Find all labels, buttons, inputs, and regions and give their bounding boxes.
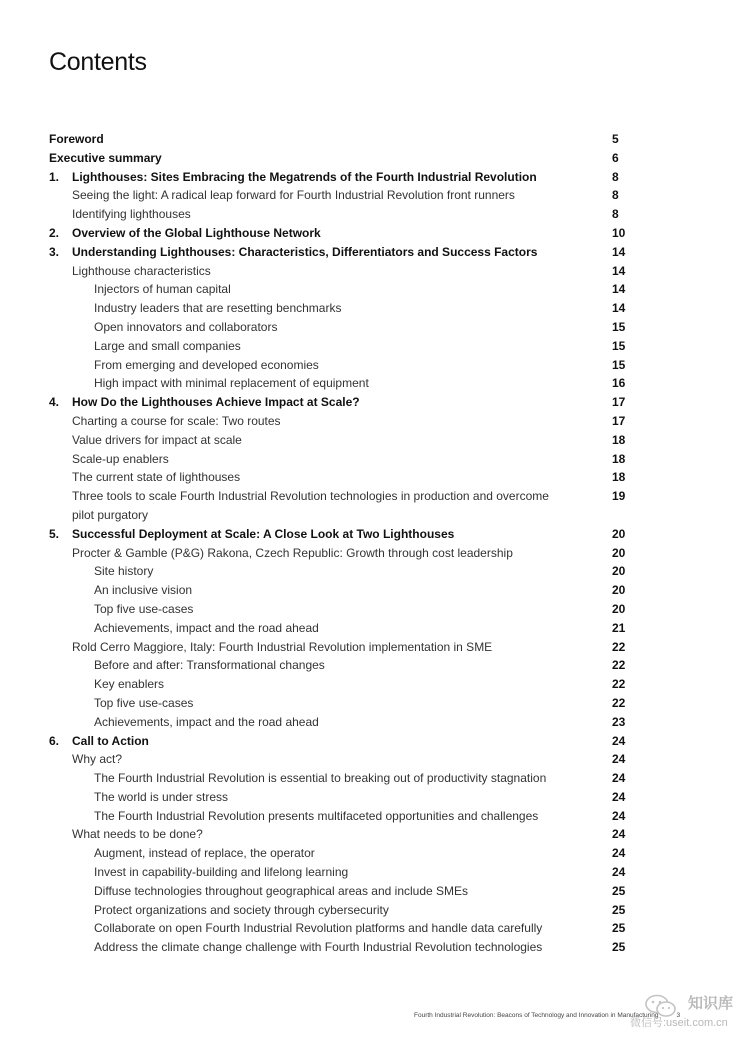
toc-entry[interactable] xyxy=(49,919,634,938)
toc-entry[interactable] xyxy=(49,431,634,450)
toc-entry-title: The Fourth Industrial Revolution is essential to breaking out of productivity stagnation xyxy=(94,771,547,786)
toc-entry-title: The world is under stress xyxy=(94,789,229,804)
toc-entry-title: Value drivers for impact at scale xyxy=(72,432,242,447)
toc-entry-title: Large and small companies xyxy=(94,338,241,353)
toc-entry-page: 20 xyxy=(612,601,626,616)
toc-entry-title: Scale-up enablers xyxy=(72,451,169,466)
toc-entry-title: Site history xyxy=(94,564,154,579)
toc-entry[interactable] xyxy=(49,863,634,882)
toc-entry-title: Rold Cerro Maggiore, Italy: Fourth Industrial Revolution implementation in SME xyxy=(72,639,493,654)
toc-entry-title: Collaborate on open Fourth Industrial Revolution platforms and handle data carefully xyxy=(94,921,543,936)
toc-entry-page: 24 xyxy=(612,846,626,861)
footer-page-number: 3 xyxy=(676,1012,681,1019)
toc-entry-page: 8 xyxy=(612,188,619,203)
toc-entry[interactable] xyxy=(49,450,634,469)
toc-entry-title: Overview of the Global Lighthouse Network xyxy=(72,225,321,240)
toc-entry[interactable] xyxy=(49,168,634,187)
toc-entry-title: Augment, instead of replace, the operator xyxy=(94,846,315,861)
toc-entry-page: 23 xyxy=(612,714,626,729)
toc-entry[interactable] xyxy=(49,656,634,675)
toc-entry-title: Open innovators and collaborators xyxy=(94,319,278,334)
toc-entry-number: 6. xyxy=(49,733,60,748)
toc-entry-title: Top five use-cases xyxy=(94,601,194,616)
toc-entry-number: 1. xyxy=(49,169,60,184)
watermark-title: 知识库 xyxy=(688,995,734,1012)
toc-entry-title: Executive summary xyxy=(49,150,162,165)
toc-entry[interactable] xyxy=(49,901,634,920)
toc-entry-page: 15 xyxy=(612,319,626,334)
toc-entry-page: 20 xyxy=(612,564,626,579)
toc-entry[interactable] xyxy=(49,130,634,149)
toc-entry[interactable] xyxy=(49,337,634,356)
toc-entry[interactable] xyxy=(49,769,634,788)
toc-entry-title: An inclusive vision xyxy=(94,583,193,598)
toc-entry[interactable] xyxy=(49,825,634,844)
toc-entry-title: High impact with minimal replacement of equipment xyxy=(94,376,369,391)
toc-entry-page: 18 xyxy=(612,451,626,466)
toc-entry-page: 17 xyxy=(612,413,626,428)
toc-entry[interactable] xyxy=(49,186,634,205)
toc-entry-page: 25 xyxy=(612,921,626,936)
toc-entry-title: Injectors of human capital xyxy=(94,282,231,297)
toc-entry-title: Call to Action xyxy=(72,733,149,748)
toc-entry-title: From emerging and developed economies xyxy=(94,357,319,372)
toc-entry-page: 10 xyxy=(612,225,626,240)
toc-entry-page: 25 xyxy=(612,940,626,955)
toc-entry-title: Three tools to scale Fourth Industrial Revolution technologies in production and overcome pilot purgatory xyxy=(72,489,549,522)
toc-entry-title: Diffuse technologies throughout geographical areas and include SMEs xyxy=(94,883,469,898)
toc-entry[interactable] xyxy=(49,412,634,431)
toc-entry-page: 8 xyxy=(612,169,619,184)
toc-entry-page: 24 xyxy=(612,789,626,804)
toc-entry-number: 5. xyxy=(49,526,60,541)
toc-entry[interactable] xyxy=(49,581,634,600)
toc-entry-title: Successful Deployment at Scale: A Close Look at Two Lighthouses xyxy=(72,526,455,541)
toc-entry[interactable] xyxy=(49,675,634,694)
toc-entry-title: Seeing the light: A radical leap forward for Fourth Industrial Revolution front runners xyxy=(72,188,515,203)
toc-entry-page: 18 xyxy=(612,470,626,485)
toc-entry[interactable] xyxy=(49,525,634,544)
toc-entry[interactable] xyxy=(49,544,634,563)
toc-entry-title: Protect organizations and society through cybersecurity xyxy=(94,902,389,917)
watermark xyxy=(630,992,740,1032)
toc-entry[interactable] xyxy=(49,243,634,262)
toc-entry-page: 5 xyxy=(612,132,619,146)
toc-entry[interactable] xyxy=(49,600,634,619)
toc-entry-title: Key enablers xyxy=(94,677,165,692)
toc-entry[interactable] xyxy=(49,638,634,657)
toc-entry-page: 20 xyxy=(612,526,626,541)
toc-entry-page: 24 xyxy=(612,771,626,786)
toc-entry[interactable] xyxy=(49,562,634,581)
toc-entry[interactable] xyxy=(49,732,634,751)
toc-entry-title: Foreword xyxy=(49,132,104,146)
toc-entry[interactable] xyxy=(49,788,634,807)
watermark-subtitle: 微信号:useit.com.cn xyxy=(630,1017,728,1029)
toc-entry[interactable] xyxy=(49,299,634,318)
toc-entry-title: The current state of lighthouses xyxy=(72,470,241,485)
toc-entry-number: 2. xyxy=(49,225,60,240)
toc-entry[interactable] xyxy=(49,750,634,769)
toc-entry-title: Achievements, impact and the road ahead xyxy=(94,620,319,635)
toc-entry[interactable] xyxy=(49,149,634,168)
toc-entry[interactable] xyxy=(49,844,634,863)
toc-entry[interactable] xyxy=(49,694,634,713)
toc-entry[interactable] xyxy=(49,393,634,412)
toc-entry[interactable] xyxy=(49,487,634,525)
toc-entry-page: 19 xyxy=(612,489,626,504)
toc-entry-page: 20 xyxy=(612,545,626,560)
toc-entry-page: 18 xyxy=(612,432,626,447)
toc-entry-page: 17 xyxy=(612,395,626,410)
toc-entry-page: 24 xyxy=(612,808,626,823)
toc-entry[interactable] xyxy=(49,374,634,393)
toc-entry[interactable] xyxy=(49,262,634,281)
toc-entry-page: 22 xyxy=(612,639,626,654)
toc-entry-title: Top five use-cases xyxy=(94,695,194,710)
toc-entry-page: 24 xyxy=(612,827,626,842)
toc-entry-title: Industry leaders that are resetting benchmarks xyxy=(94,301,342,316)
toc-entry-page: 22 xyxy=(612,658,626,673)
toc-entry-page: 8 xyxy=(612,207,619,222)
footer-text: Fourth Industrial Revolution: Beacons of Technology and Innovation in Manufacturing xyxy=(414,1012,659,1019)
toc-entry[interactable] xyxy=(49,280,634,299)
toc-entry[interactable] xyxy=(49,468,634,487)
toc-entry-page: 14 xyxy=(612,301,626,316)
toc-entry-title: Invest in capability-building and lifelong learning xyxy=(94,865,349,880)
toc-entry[interactable] xyxy=(49,356,634,375)
toc-entry-title: The Fourth Industrial Revolution presents multifaceted opportunities and challenges xyxy=(94,808,539,823)
toc-entry-page: 16 xyxy=(612,376,626,391)
toc-entry[interactable] xyxy=(49,882,634,901)
toc-entry-title: Address the climate change challenge with Fourth Industrial Revolution technologies xyxy=(94,940,543,955)
toc-entry-title: Procter & Gamble (P&G) Rakona, Czech Republic: Growth through cost leadership xyxy=(72,545,513,560)
toc-entry-page: 6 xyxy=(612,150,619,165)
toc-entry-page: 22 xyxy=(612,695,626,710)
toc-entry-title: Charting a course for scale: Two routes xyxy=(72,413,281,428)
toc-entry-title: Achievements, impact and the road ahead xyxy=(94,714,319,729)
toc-entry[interactable] xyxy=(49,713,634,732)
toc-entry[interactable] xyxy=(49,938,634,957)
toc-entry-title: Before and after: Transformational changes xyxy=(94,658,325,673)
toc-entry-page: 24 xyxy=(612,733,626,748)
toc-entry-page: 24 xyxy=(612,865,626,880)
toc-entry-number: 3. xyxy=(49,244,60,259)
table-of-contents xyxy=(49,130,634,957)
toc-entry-page: 24 xyxy=(612,752,626,767)
page-title: Contents xyxy=(49,48,147,76)
toc-entry-title: Understanding Lighthouses: Characteristics, Differentiators and Success Factors xyxy=(72,244,538,259)
toc-entry-number: 4. xyxy=(49,395,60,410)
toc-entry-title: Lighthouses: Sites Embracing the Megatrends of the Fourth Industrial Revolution xyxy=(72,169,537,184)
toc-entry[interactable] xyxy=(49,619,634,638)
toc-entry[interactable] xyxy=(49,807,634,826)
toc-entry[interactable] xyxy=(49,205,634,224)
toc-entry-page: 25 xyxy=(612,902,626,917)
toc-entry[interactable] xyxy=(49,318,634,337)
toc-entry-page: 15 xyxy=(612,338,626,353)
toc-entry-title: Lighthouse characteristics xyxy=(72,263,211,278)
toc-entry-title: What needs to be done? xyxy=(72,827,203,842)
toc-entry-page: 21 xyxy=(612,620,626,635)
toc-entry-title: Identifying lighthouses xyxy=(72,207,191,222)
toc-entry[interactable] xyxy=(49,224,634,243)
toc-entry-page: 14 xyxy=(612,282,626,297)
toc-entry-page: 25 xyxy=(612,883,626,898)
toc-entry-page: 22 xyxy=(612,677,626,692)
toc-entry-title: Why act? xyxy=(72,752,123,767)
toc-entry-page: 15 xyxy=(612,357,626,372)
toc-entry-title: How Do the Lighthouses Achieve Impact at Scale? xyxy=(72,395,360,410)
toc-entry-page: 14 xyxy=(612,244,626,259)
toc-entry-page: 20 xyxy=(612,583,626,598)
toc-entry-page: 14 xyxy=(612,263,626,278)
